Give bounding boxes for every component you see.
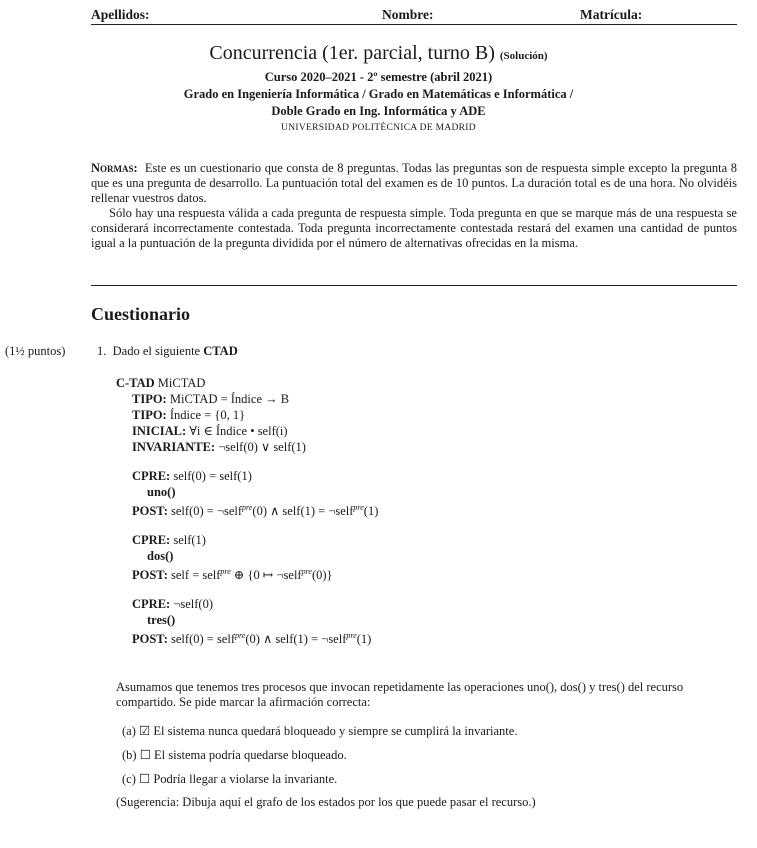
surname-label: Apellidos: bbox=[91, 7, 150, 22]
op-dos-name: dos() bbox=[147, 549, 174, 564]
post-keyword: POST: bbox=[132, 568, 168, 583]
inicial: ∀i ∈ Índice • self(i) bbox=[189, 424, 288, 438]
ctad-keyword: C-TAD bbox=[116, 376, 155, 390]
degree-line-1: Grado en Ingeniería Informática / Grado en Matemáticas e Informática / bbox=[183, 87, 574, 101]
checkbox-icon[interactable]: ☐ bbox=[139, 748, 151, 762]
question-intro: Dado el siguiente bbox=[112, 344, 201, 358]
ctad-spec bbox=[116, 375, 378, 647]
option-text: El sistema podría quedarse bloqueado. bbox=[154, 748, 347, 762]
rules-label: Normas: bbox=[91, 161, 138, 175]
university-name: UNIVERSIDAD POLITÉCNICA DE MADRID bbox=[281, 123, 476, 133]
invariante: ¬self(0) ∨ self(1) bbox=[218, 440, 306, 454]
tipo-1: MiCTAD = Índice → B bbox=[169, 392, 290, 406]
option-text: El sistema nunca quedará bloqueado y siempre se cumplirá la invariante. bbox=[153, 724, 518, 738]
question-number: 1. bbox=[97, 344, 107, 358]
ctad-name: MiCTAD bbox=[157, 376, 206, 390]
cpre-keyword: CPRE: bbox=[132, 597, 171, 612]
section-title: Cuestionario bbox=[91, 304, 190, 324]
op-tres-name: tres() bbox=[147, 613, 176, 628]
option-text: Podría llegar a violarse la invariante. bbox=[153, 772, 338, 786]
checkbox-icon[interactable]: ☐ bbox=[139, 772, 151, 786]
rules-rule bbox=[91, 285, 737, 286]
course-line: Curso 2020–2021 - 2º semestre (abril 2021) bbox=[264, 70, 493, 84]
header-rule bbox=[91, 24, 737, 25]
post-keyword: POST: bbox=[132, 504, 168, 519]
op-tres-cpre: ¬self(0) bbox=[173, 597, 214, 612]
name-label: Nombre: bbox=[382, 7, 434, 22]
rules-para-1: Este es un cuestionario que consta de 8 preguntas. Todas las preguntas son de respuesta simple excepto la pregunta 8 que es una pregunta de desarrollo. La puntuación total del examen es de 10 puntos. La duración total es de una hora. No olvidéis rellenar vuestros datos. bbox=[91, 161, 737, 205]
answer-option-b[interactable] bbox=[122, 747, 347, 763]
question-1-header bbox=[97, 344, 238, 359]
post-keyword: POST: bbox=[132, 632, 168, 647]
option-label: (a) bbox=[122, 724, 136, 738]
inicial-keyword: INICIAL: bbox=[132, 424, 187, 438]
question-intro-bold: CTAD bbox=[203, 344, 238, 358]
exam-rules bbox=[91, 161, 737, 251]
exam-title bbox=[0, 42, 757, 65]
option-label: (c) bbox=[122, 772, 136, 786]
op-tres-post: self(0) = self$^{pre}$(0) ∧ self(1) = ¬self$^{pre}$(1) bbox=[171, 631, 372, 647]
degree-line-2: Doble Grado en Ing. Informática y ADE bbox=[271, 104, 486, 118]
question-points: (1½ puntos) bbox=[5, 344, 66, 358]
answer-option-a[interactable] bbox=[122, 723, 517, 739]
id-label: Matrícula: bbox=[580, 7, 643, 22]
question-statement: Asumamos que tenemos tres procesos que invocan repetidamente las operaciones uno(), dos() y tres() del recurso compartido. Se pide marcar la afirmación correcta: bbox=[116, 680, 684, 709]
hint-text: (Sugerencia: Dibuja aquí el grafo de los estados por los que puede pasar el recurso.) bbox=[116, 795, 536, 809]
op-uno-post: self(0) = ¬self$^{pre}$(0) ∧ self(1) = ¬self$^{pre}$(1) bbox=[171, 503, 379, 519]
op-uno-name: uno() bbox=[147, 485, 176, 499]
answer-option-c[interactable] bbox=[122, 771, 337, 787]
option-label: (b) bbox=[122, 748, 137, 762]
tipo-2: Índice = {0, 1} bbox=[169, 408, 246, 422]
solution-tag: (Solución) bbox=[499, 50, 548, 62]
op-dos-post: self = self$^{pre}$ ⊕ {0 ↦ ¬self$^{pre}$(0)} bbox=[171, 567, 333, 583]
cpre-keyword: CPRE: bbox=[132, 533, 171, 548]
exam-title-main: Concurrencia (1er. parcial, turno B) bbox=[209, 42, 495, 64]
op-uno-cpre: self(0) = self(1) bbox=[173, 469, 252, 483]
op-dos-cpre: self(1) bbox=[173, 533, 206, 548]
cpre-keyword: CPRE: bbox=[132, 469, 171, 483]
rules-para-2: Sólo hay una respuesta válida a cada pregunta de respuesta simple. Toda pregunta en que se marque más de una respuesta se considerará incorrectamente contestada. Toda pregunta incorrectamente contestada restará del examen una cantidad de puntos igual a la puntuación de la pregunta dividida por el número de alternativas ofrecidas en la misma. bbox=[91, 206, 737, 250]
tipo-keyword: TIPO: bbox=[132, 408, 167, 422]
invariante-keyword: INVARIANTE: bbox=[132, 440, 216, 454]
tipo-keyword: TIPO: bbox=[132, 392, 167, 406]
checked-box-icon[interactable]: ☑ bbox=[139, 724, 151, 738]
